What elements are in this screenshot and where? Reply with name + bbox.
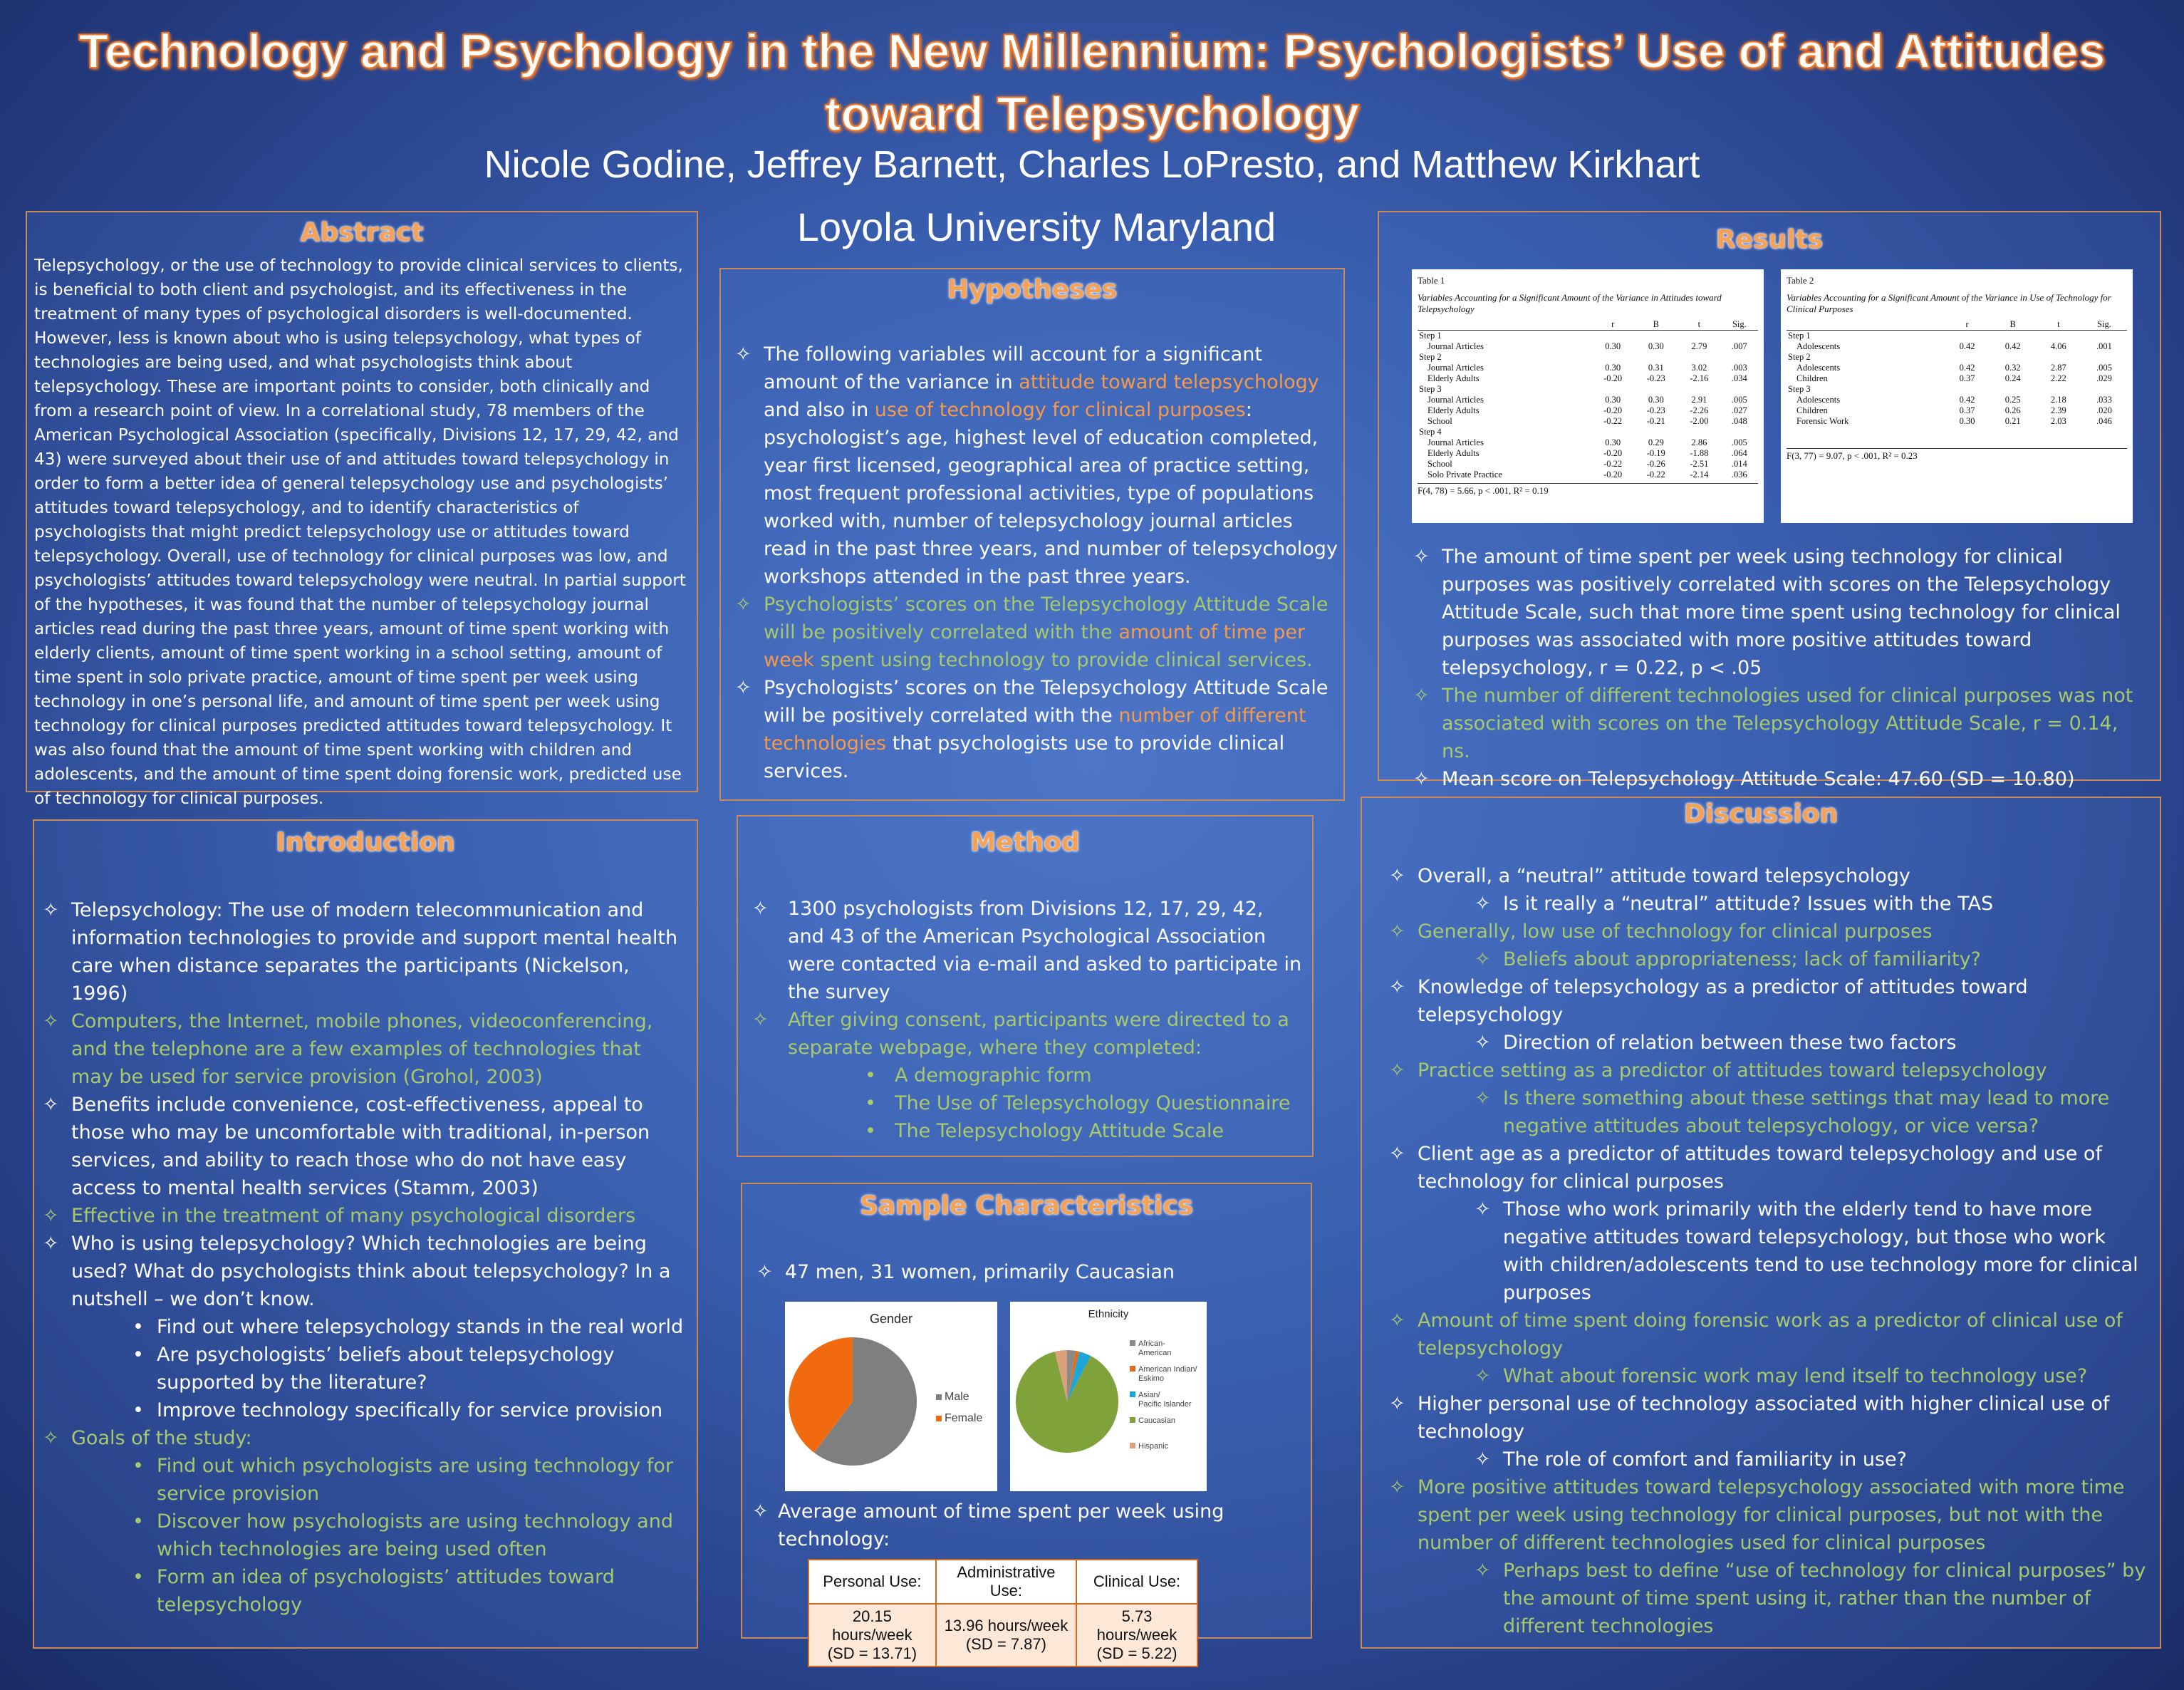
ethnicity-chart-title: Ethnicity	[1088, 1308, 1129, 1320]
diamond-star-icon: ✧	[1389, 1393, 1405, 1415]
legend-label: Caucasian	[1138, 1416, 1175, 1425]
table-row: Adolescents 0.42 0.25 2.18 .033	[1796, 395, 2112, 405]
usage-cell: 20.15 hours/week (SD = 13.71)	[808, 1604, 936, 1666]
legend-label: American Indian/ Eskimo	[1138, 1365, 1197, 1383]
diamond-star-icon: ✧	[1389, 865, 1405, 887]
results-table-1	[1412, 269, 1764, 523]
method-item-1: ✧ 1300 psychologists from Divisions 12, 17, 29, 42, and 43 of the American Psychological Association were contacted via e-mail and asked to participate in the survey	[752, 895, 1302, 1006]
diamond-star-icon: ✧	[1475, 1198, 1491, 1220]
method-subitem: • The Telepsychology Attitude Scale	[865, 1120, 1224, 1142]
result-2: ✧ The number of different technologies used for clinical purposes was not associated with scores on the Telepsychology Attitude Scale, r = 0.14, ns.	[1413, 682, 2147, 765]
intro-goal: • Form an idea of psychologists’ attitudes toward telepsychology	[132, 1566, 615, 1616]
diamond-star-icon: ✧	[752, 1500, 769, 1523]
discussion-item: ✧ Higher personal use of technology associated with higher clinical use of technology	[1389, 1390, 2151, 1446]
ethnicity-chart-svg	[1010, 1302, 1207, 1491]
diamond-star-icon: ✧	[1475, 1365, 1491, 1387]
intro-item-5: ✧ Who is using telepsychology? Which technologies are being used? What do psychologists think about telepsychology? In a nutshell – we don’t know.	[43, 1230, 687, 1313]
legend-label: African-American	[1138, 1339, 1172, 1357]
gender-chart	[785, 1302, 997, 1491]
table-row: Adolescents 0.42 0.42 4.06 .001	[1796, 341, 2112, 351]
table-1-footer: F(4, 78) = 5.66, p < .001, R² = 0.19	[1418, 483, 1758, 497]
usage-header: Clinical Use:	[1076, 1560, 1197, 1604]
method-item-2: ✧ After giving consent, participants were directed to a separate webpage, where they completed:	[752, 1006, 1302, 1062]
table-row: School -0.22 -0.21 -2.00 .048	[1428, 416, 1747, 426]
usage-cell: 13.96 hours/week (SD = 7.87)	[936, 1604, 1076, 1666]
abstract-title: Abstract	[300, 218, 424, 247]
table-row: Journal Articles 0.30 0.29 2.86 .005	[1428, 437, 1747, 447]
result-3: ✧ Mean score on Telepsychology Attitude Scale: 47.60 (SD = 10.80)	[1413, 765, 2147, 793]
intro-subitem: • Find out where telepsychology stands in the real world	[132, 1316, 684, 1338]
table-row: School -0.22 -0.26 -2.51 .014	[1428, 459, 1747, 469]
table-1-caption: Variables Accounting for a Significant Amount of the Variance in Attitudes toward Telepsychology	[1418, 292, 1722, 314]
usage-header: Personal Use:	[808, 1560, 936, 1604]
discussion-subitem: ✧ Those who work primarily with the elderly tend to have more negative attitudes toward telepsychology, but those who work with children/adolescents tend to use technology more for clinical purposes	[1389, 1196, 2151, 1307]
method-title: Method	[970, 828, 1080, 857]
results-table-2	[1781, 269, 2133, 523]
discussion-item: ✧ Knowledge of telepsychology as a predictor of attitudes toward telepsychology	[1389, 973, 2151, 1029]
table-row: Step 2	[1419, 352, 1442, 362]
table-row: Step 1	[1788, 331, 1811, 341]
legend-swatch	[936, 1394, 942, 1400]
usage-header: Administrative Use:	[936, 1560, 1076, 1604]
legend-label: Female	[945, 1412, 983, 1424]
diamond-star-icon: ✧	[1389, 1059, 1405, 1082]
discussion-item: ✧ Generally, low use of technology for clinical purposes	[1389, 918, 2151, 945]
introduction-panel	[33, 819, 698, 1649]
gender-chart-title: Gender	[869, 1312, 913, 1326]
hypothesis-3: ✧ Psychologists’ scores on the Telepsychology Attitude Scale will be positively correlated with the number of different technologies that psychologists use to provide clinical services.	[735, 674, 1339, 785]
legend-swatch	[1130, 1366, 1135, 1372]
ethnicity-chart	[1010, 1302, 1207, 1491]
intro-item-1: ✧ Telepsychology: The use of modern telecommunication and information technologies to provide and support mental health care when distance separates the participants (Nickelson, 1996)	[43, 896, 687, 1007]
diamond-star-icon: ✧	[43, 899, 59, 921]
diamond-star-icon: ✧	[1475, 1087, 1491, 1109]
table-1-label: Table 1	[1418, 275, 1445, 286]
diamond-star-icon: ✧	[752, 898, 769, 920]
diamond-star-icon: ✧	[752, 1009, 769, 1031]
intro-item-4: ✧ Effective in the treatment of many psychological disorders	[43, 1202, 687, 1230]
discussion-subitem: ✧ Perhaps best to define “use of technology for clinical purposes” by the amount of time spent using it, rather than the number of different technologies	[1389, 1557, 2151, 1640]
diamond-star-icon: ✧	[1413, 685, 1430, 707]
table-row: Elderly Adults -0.20 -0.23 -2.16 .034	[1428, 373, 1747, 383]
table-row: Journal Articles 0.30 0.31 3.02 .003	[1428, 363, 1747, 373]
usage-cell: 5.73 hours/week (SD = 5.22)	[1076, 1604, 1197, 1666]
diamond-star-icon: ✧	[43, 1427, 59, 1449]
diamond-star-icon: ✧	[1475, 1560, 1491, 1582]
discussion-subitem: ✧ The role of comfort and familiarity in use?	[1389, 1446, 2151, 1473]
discussion-subitem: ✧ Beliefs about appropriateness; lack of familiarity?	[1389, 945, 2151, 973]
discussion-subitem: ✧ Is there something about these settings that may lead to more negative attitudes about telepsychology, or vice versa?	[1389, 1084, 2151, 1140]
table-1-grid: r B t Sig. Step 1 Journal Articles 0.30 0.30 2.79 .007 Step 2 Journal Articles 0.30 0.31 3.02 .003 Elderly Adults -0.20 -0.23 -2.16 .034 Step 3 Journal Articles 0.30 0.30 2.91 .005 Elderly Adults -0.20 -0.23 -2.26 .027 School -0.22 -0.21 -2.00 .048 Step 4 Journal Articles 0.30 0.29 2.86 .005 Elderly Adults -0.20 -0.19 -1.88 .064 School -0.22 -0.26 -2.51 .014 Solo Private Practice -0.20 -0.22 -2.14 .036	[1418, 319, 1758, 480]
table-row: Step 4	[1419, 427, 1442, 437]
abstract-text: Telepsychology, or the use of technology to provide clinical services to clients, is beneficial to both client and psychologist, and its effectiveness in the treatment of many types of psychological disorders is well-documented. However, less is known about who is using telepsychology, what types of technologies are being used, and what psychologists think about telepsychology. These are important points to consider, both clinically and from a research point of view. In a correlational study, 78 members of the American Psychological Association (specifically, Divisions 12, 17, 29, 42, and 43) were surveyed about their use of and attitudes toward telepsychology in order to form a better idea of general telepsychology use and psychologists’ attitudes toward telepsychology, and to identify characteristics of psychologists that might predict telepsychology use or attitudes toward telepsychology. Overall, use of technology for clinical purposes was low, and psychologists’ attitudes toward telepsychology were neutral. In partial support of the hypotheses, it was found that the number of telepsychology journal articles read during the past three years, amount of time spent working with elderly clients, amount of time spent working in a school setting, amount of time spent in solo private practice, amount of time spent per week using technology in one’s personal life, and amount of time spent per week using technology for clinical purposes predicted attitudes toward telepsychology. It was also found that the amount of time spent working with children and adolescents, and the amount of time spent doing forensic work, predicted use of technology for clinical purposes.	[34, 256, 686, 808]
diamond-star-icon: ✧	[1389, 976, 1405, 998]
table-row: Step 1	[1419, 331, 1442, 341]
intro-subitem: • Improve technology specifically for service provision	[132, 1399, 663, 1421]
diamond-star-icon: ✧	[735, 677, 752, 699]
intro-goal: • Discover how psychologists are using technology and which technologies are being used often	[132, 1510, 673, 1560]
hypotheses-title: Hypotheses	[947, 275, 1118, 304]
table-2-grid: r B t Sig. Step 1 Adolescents 0.42 0.42 4.06 .001 Step 2 Adolescents 0.42 0.32 2.87 .005 Children 0.37 0.24 2.22 .029 Step 3 Adolescents 0.42 0.25 2.18 .033 Children 0.37 0.26 2.39 .020 Forensic Work 0.30 0.21 2.03 .046	[1787, 319, 2127, 427]
diamond-star-icon: ✧	[1413, 768, 1430, 790]
discussion-item: ✧ Amount of time spent doing forensic work as a predictor of clinical use of telepsychology	[1389, 1307, 2151, 1362]
table-2-label: Table 2	[1787, 275, 1814, 286]
legend-swatch	[1130, 1340, 1135, 1346]
diamond-star-icon: ✧	[735, 593, 752, 616]
legend-label: Asian/ Pacific Islander	[1138, 1391, 1192, 1409]
table-row: Step 2	[1788, 352, 1811, 362]
sample-item-2: ✧ Average amount of time spent per week using technology:	[752, 1498, 1319, 1553]
table-row: Children 0.37 0.24 2.22 .029	[1796, 373, 2112, 383]
legend-swatch	[936, 1416, 942, 1421]
result-1: ✧ The amount of time spent per week using technology for clinical purposes was positively correlated with scores on the Telepsychology Attitude Scale, such that more time spent using technology for clinical purposes was associated with more positive attitudes toward telepsychology, r = 0.22, p < .05	[1413, 543, 2147, 682]
discussion-subitem: ✧ What about forensic work may lend itself to technology use?	[1389, 1362, 2151, 1390]
table-2-footer: F(3, 77) = 9.07, p < .001, R² = 0.23	[1787, 448, 2127, 462]
discussion-item: ✧ Client age as a predictor of attitudes toward telepsychology and use of technology for clinical purposes	[1389, 1140, 2151, 1196]
table-row: Step 3	[1419, 384, 1442, 394]
table-row: Step 3	[1788, 384, 1811, 394]
discussion-item: ✧ Practice setting as a predictor of attitudes toward telepsychology	[1389, 1057, 2151, 1084]
diamond-star-icon: ✧	[1389, 921, 1405, 943]
diamond-star-icon: ✧	[1413, 546, 1430, 568]
table-row: Elderly Adults -0.20 -0.19 -1.88 .064	[1428, 448, 1747, 458]
introduction-title: Introduction	[276, 828, 455, 857]
intro-item-2: ✧ Computers, the Internet, mobile phones, videoconferencing, and the telephone are a few examples of technologies that may be used for service provision (Grohol, 2003)	[43, 1007, 687, 1091]
hypothesis-2: ✧ Psychologists’ scores on the Telepsychology Attitude Scale will be positively correlated with the amount of time per week spent using technology to provide clinical services.	[735, 591, 1339, 674]
sample-item-1: ✧ 47 men, 31 women, primarily Caucasian	[756, 1261, 1175, 1283]
table-row: Adolescents 0.42 0.32 2.87 .005	[1796, 363, 2112, 373]
legend-label: Male	[945, 1391, 969, 1403]
table-2-caption: Variables Accounting for a Significant Amount of the Variance in Use of Technology for Clinical Purposes	[1787, 292, 2111, 314]
discussion-item: ✧ More positive attitudes toward telepsychology associated with more time spent per week using technology for clinical purposes, but not with the number of different technologies used for clinical purposes	[1389, 1473, 2151, 1557]
table-row: Journal Articles 0.30 0.30 2.91 .005	[1428, 395, 1747, 405]
diamond-star-icon: ✧	[43, 1233, 59, 1255]
table-row: Forensic Work 0.30 0.21 2.03 .046	[1796, 416, 2112, 426]
diamond-star-icon: ✧	[1389, 1310, 1405, 1332]
authors: Nicole Godine, Jeffrey Barnett, Charles LoPresto, and Matthew Kirkhart	[484, 143, 1700, 186]
diamond-star-icon: ✧	[1389, 1476, 1405, 1498]
diamond-star-icon: ✧	[1475, 1032, 1491, 1054]
diamond-star-icon: ✧	[43, 1094, 59, 1116]
diamond-star-icon: ✧	[1475, 893, 1491, 915]
discussion-item: ✧ Overall, a “neutral” attitude toward telepsychology	[1389, 862, 2151, 890]
method-panel	[737, 815, 1314, 1157]
legend-swatch	[1130, 1443, 1135, 1448]
legend-swatch	[1130, 1417, 1135, 1423]
sample-title: Sample Characteristics	[860, 1191, 1193, 1220]
method-subitem: • The Use of Telepsychology Questionnaire	[865, 1092, 1291, 1114]
diamond-star-icon: ✧	[756, 1261, 773, 1283]
results-title: Results	[1715, 225, 1824, 254]
discussion-subitem: ✧ Is it really a “neutral” attitude? Issues with the TAS	[1389, 890, 2151, 918]
discussion-subitem: ✧ Direction of relation between these two factors	[1389, 1029, 2151, 1057]
diamond-star-icon: ✧	[1389, 1143, 1405, 1165]
table-row: Solo Private Practice -0.20 -0.22 -2.14 .036	[1428, 470, 1747, 479]
intro-item-3: ✧ Benefits include convenience, cost-effectiveness, appeal to those who may be uncomfortable with traditional, in-person services, and ability to reach those who do not have easy access to mental health services (Stamm, 2003)	[43, 1091, 687, 1202]
hypotheses-panel	[719, 268, 1345, 801]
gender-chart-svg	[785, 1302, 997, 1491]
table-row: Elderly Adults -0.20 -0.23 -2.26 .027	[1428, 405, 1747, 415]
diamond-star-icon: ✧	[43, 1205, 59, 1227]
sample-panel	[741, 1183, 1312, 1662]
intro-goal: • Find out which psychologists are using technology for service provision	[132, 1455, 673, 1505]
diamond-star-icon: ✧	[735, 343, 752, 366]
discussion-title: Discussion	[1683, 799, 1839, 829]
poster-title: Technology and Psychology in the New Millennium: Psychologists’ Use of and Attitudes toward Telepsychology	[78, 24, 2106, 141]
abstract-panel	[26, 211, 698, 808]
diamond-star-icon: ✧	[43, 1010, 59, 1032]
diamond-star-icon: ✧	[1475, 1448, 1491, 1471]
table-row: Journal Articles 0.30 0.30 2.79 .007	[1428, 341, 1747, 351]
hypothesis-1: ✧ The following variables will account for a significant amount of the variance in attitude toward telepsychology and also in use of technology for clinical purposes: psychologist’s age, highest level of education completed, year first licensed, geographical area of practice setting, most frequent professional activities, type of populations worked with, number of telepsychology journal articles read in the past three years, and number of telepsychology workshops attended in the past three years.	[735, 341, 1339, 591]
legend-label: Hispanic	[1138, 1442, 1169, 1451]
method-subitem: • A demographic form	[865, 1064, 1092, 1087]
diamond-star-icon: ✧	[1475, 948, 1491, 970]
usage-table	[808, 1559, 1198, 1667]
table-row: Children 0.37 0.26 2.39 .020	[1796, 405, 2112, 415]
legend-swatch	[1130, 1391, 1135, 1397]
discussion-panel	[1361, 797, 2161, 1649]
intro-subitem: • Are psychologists’ beliefs about telepsychology supported by the literature?	[132, 1344, 615, 1394]
intro-item-6: ✧ Goals of the study:	[43, 1424, 687, 1452]
affiliation: Loyola University Maryland	[796, 204, 1276, 249]
